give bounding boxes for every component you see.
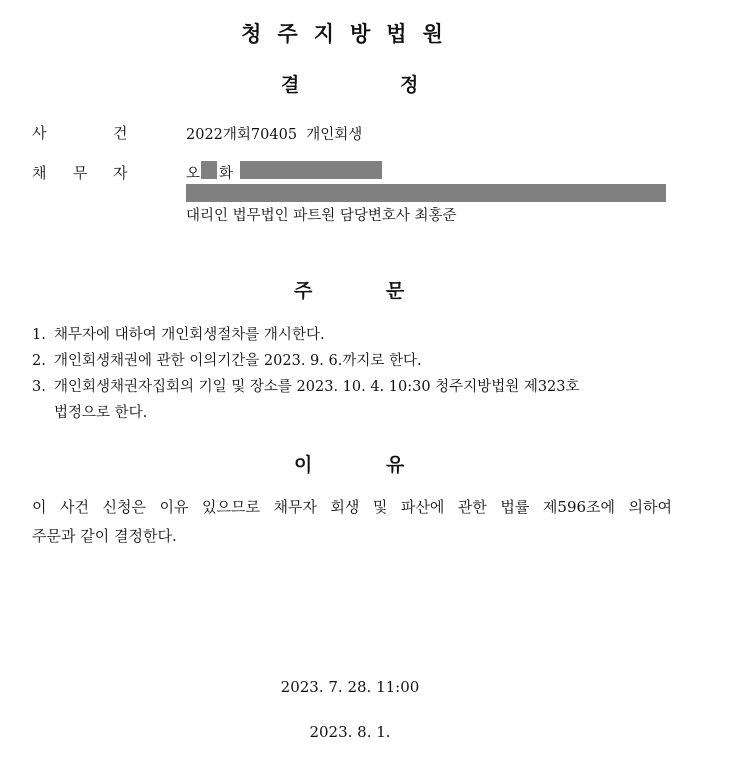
order-item-number: 3. <box>32 379 46 395</box>
reason-text-line1: 이 사건 신청은 이유 있으므로 채무자 회생 및 파산에 관한 법률 제596조에 의하여 <box>32 498 672 516</box>
order-item <box>32 349 422 370</box>
case-label-char: 사 <box>32 124 47 142</box>
order-item-number: 1. <box>32 327 46 343</box>
doc-type-right: 정 <box>400 74 419 96</box>
debtor-label-char: 자 <box>113 164 128 182</box>
case-label-char: 건 <box>113 124 128 142</box>
doc-type-left: 결 <box>281 74 300 96</box>
address-redaction <box>186 184 666 202</box>
order-heading-left: 주 <box>294 280 313 302</box>
debtor-name-last: 화 <box>219 166 234 182</box>
court-title: 청주지방법원 <box>241 22 459 46</box>
issue-date: 2023. 8. 1. <box>309 723 391 741</box>
order-item <box>32 375 580 396</box>
order-item-text: 채무자에 대하여 개인회생절차를 개시한다. <box>54 327 325 343</box>
debtor-label-char: 채 <box>32 164 47 182</box>
name-redaction <box>201 161 217 179</box>
reason-heading-left: 이 <box>294 454 313 476</box>
order-item-number: 2. <box>32 353 46 369</box>
order-item-continuation: 법정으로 한다. <box>54 405 148 421</box>
reason-text-line2: 주문과 같이 결정한다. <box>32 527 177 545</box>
case-number: 2022개회70405 개인회생 <box>186 127 363 143</box>
debtor-label-char: 무 <box>73 164 88 182</box>
order-item <box>32 323 325 344</box>
debtor-representative: 대리인 법무법인 파트원 담당변호사 최홍준 <box>186 208 457 224</box>
decision-datetime: 2023. 7. 28. 11:00 <box>280 678 420 696</box>
id-redaction <box>240 161 382 179</box>
order-heading-right: 문 <box>386 280 405 302</box>
order-item-text: 개인회생채권자집회의 기일 및 장소를 2023. 10. 4. 10:30 청주지방법원 제323호 <box>54 379 580 395</box>
reason-heading-right: 유 <box>386 454 405 476</box>
order-item-text: 개인회생채권에 관한 이의기간을 2023. 9. 6.까지로 한다. <box>54 353 422 369</box>
debtor-name-first: 오 <box>186 166 201 182</box>
